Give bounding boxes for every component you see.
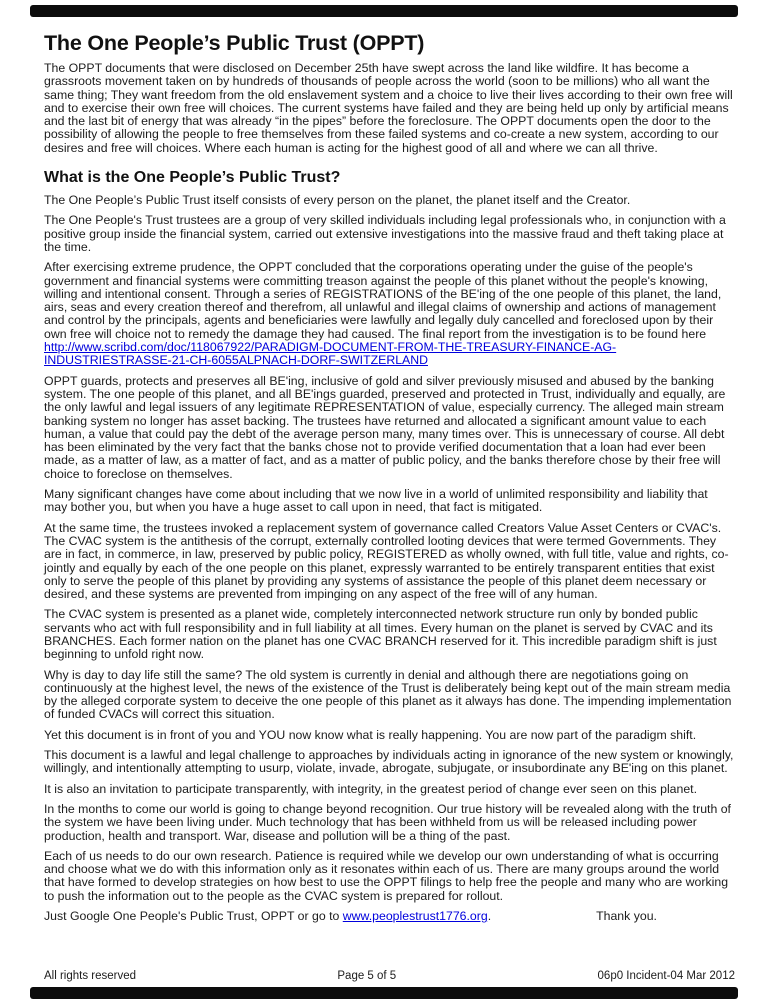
paragraph-guards: OPPT guards, protects and preserves all BE'ing, inclusive of gold and silver previously misused and abused by the banking system. The one people of this planet, and all BE'ings guarded, preserved and protected in Trust, individually and equally, are the only lawful and legal issuers of any legitimate REPRESENTATION of value, especially currency. The alleged main stream banking system no longer has asset backing. The trustees have returned and allocated a significant amount value to each human, a value that could pay the debt of the average person many, many times over. This is unnecessary of course. All debt has been eliminated by the very fact that the banks chose not to provide verified documentation that a loan had ever been made, as a matter of law, as a matter of fact, and as a matter of public policy, and the banks therefore chose by their free will choice to foreclose on themselves.: [44, 373, 726, 481]
closing-prefix: Just Google One People's Public Trust, OPPT or go to: [44, 909, 343, 924]
footer-incident-date: 06p0 Incident-04 Mar 2012: [597, 970, 735, 982]
footer-page-number: Page 5 of 5: [337, 970, 397, 982]
document-title: The One People’s Public Trust (OPPT): [44, 31, 425, 55]
scan-artifact-bar-bottom: [30, 987, 738, 999]
paragraph-prudence: [44, 261, 734, 367]
paragraph-invitation: It is also an invitation to participate transparently, with integrity, in the greatest period of change ever seen on this planet.: [44, 781, 698, 796]
scribd-report-link[interactable]: http://www.scribd.com/doc/118067922/PARADIGM-DOCUMENT-FROM-THE-TREASURY-FINANCE-AG-INDUSTRIESTRASSE-21-CH-6055ALPNACH-DORF-SWITZERLAND: [44, 340, 617, 368]
paragraph-changes: Many significant changes have come about including that we now live in a world of unlimited responsibility and liability that may bother you, but when you have a huge asset to call upon in need, that fact is mitigated.: [44, 487, 708, 515]
paragraph-intro: The OPPT documents that were disclosed on December 25th have swept across the land like wildfire. It has become a grassroots movement taken on by hundreds of thousands of people across the world (soon to be millions) who all want the same thing; They want freedom from the old enslavement system and a choice to live their lives according to their own free will and to exercise their own free will choices. The current systems have failed and they are being held up only by artificial means and the last bit of energy that was already “in the pipes” before the foreclosure. The OPPT documents open the door to the possibility of allowing the people to free themselves from these failed systems and co-create a new system, according to our desires and free will choices. Where each human is acting for the highest good of all and where we can all thrive.: [44, 61, 733, 155]
paragraph-cvac-network: The CVAC system is presented as a planet wide, completely interconnected network structure run only by bonded public servants who act with full responsibility and in full liability at all times. Every human on the planet is served by CVAC and its BRANCHES. Each former nation on the planet has one CVAC BRANCH reserved for it. This incredible paradigm shift is just beginning to unfold right now.: [44, 607, 717, 662]
footer-rights: All rights reserved: [44, 970, 137, 982]
section-heading: What is the One People’s Public Trust?: [44, 169, 341, 187]
closing-line: [44, 910, 734, 923]
paragraph-research: Each of us needs to do our own research. Patience is required while we develop our own understanding of what is occurring and choose what we do with this information only as it resonates within each of us. There are many groups around the world that have formed to develop strategies on how best to use the OPPT filings to help free the people and many who are working to push the information out to the people as the CVAC system is prepared for rollout.: [44, 848, 729, 903]
scan-artifact-bar-top: [30, 5, 738, 17]
paragraph-why: Why is day to day life still the same? The old system is currently in denial and although there are negotiations going on continuously at the highest level, the news of the existence of the Trust is deliberately being kept out of the main stream media by the alleged corporate system to deceive the one people of this planet as it always has done. The impending implementation of funded CVACs will correct this situation.: [44, 667, 732, 722]
page-footer: [44, 970, 735, 983]
paragraph-trustees: The One People's Trust trustees are a group of very skilled individuals including legal professionals who, in conjunction with a positive group inside the financial system, carried out extensive investigations into the massive fraud and theft taking place at the time.: [44, 213, 726, 254]
paragraph-yet: Yet this document is in front of you and YOU now know what is really happening. You are now part of the paradigm shift.: [44, 727, 697, 742]
paragraph-prudence-text: After exercising extreme prudence, the OPPT concluded that the corporations operating under the guise of the people's government and financial systems were committing treason against the people of this planet without the people's knowing, willing and intentional consent. Through a series of REGISTRATIONS of the BE'ing of the one people of this planet, the land, airs, seas and every creation thereof and therefrom, all unlawful and illegal claims of ownership and actions of management and control by the principals, agents and beneficiaries were lawfully and legally duly cancelled and foreclosed upon by their own free will choice not to remedy the damage they had caused. The final report from the investigation is to be found here: [44, 260, 722, 341]
peoplestrust-link[interactable]: www.peoplestrust1776.org: [342, 909, 488, 924]
paragraph-months: In the months to come our world is going to change beyond recognition. Our true history will be revealed along with the truth of the system we have been living under. Much technology that has been withheld from us will be released including power production, health and transport. War, disease and pollution will be a thing of the past.: [44, 801, 731, 843]
paragraph-cvac-intro: At the same time, the trustees invoked a replacement system of governance called Creators Value Asset Centers or CVAC's. The CVAC system is the antithesis of the corrupt, externally controlled looting devices that were termed Governments. They are in fact, in commerce, in law, preserved by public policy, REGISTERED as wholly owned, with full title, value and rights, co-jointly and equally by each of the one people on this planet, expressly warranted to be entirely transparent entities that exist only to serve the people of this planet by providing any systems of assistance the people of this planet deem necessary or desired, and these systems are prevented from impinging on any aspect of the free will of any human.: [44, 520, 729, 602]
closing-suffix: .: [487, 909, 492, 924]
thank-you-text: Thank you.: [596, 909, 657, 924]
paragraph-creator: The One People’s Public Trust itself consists of every person on the planet, the planet itself and the Creator.: [44, 193, 631, 208]
paragraph-challenge: This document is a lawful and legal challenge to approaches by individuals acting in ignorance of the new system or knowingly, willingly, and intentionally attempting to usurp, violate, invade, abrogate, subjugate, or insubordinate any BE'ing on this planet.: [44, 748, 734, 776]
